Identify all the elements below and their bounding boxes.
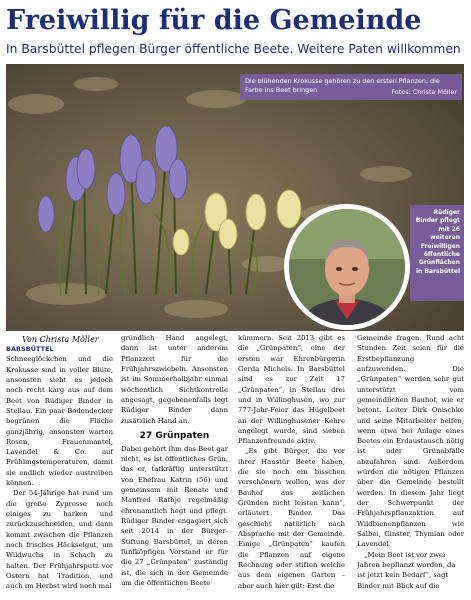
article-column-1 xyxy=(6,344,113,594)
portrait-illustration xyxy=(289,209,405,325)
article-column-2 xyxy=(121,333,228,594)
byline: Von Christa Möller xyxy=(22,335,99,344)
article-paragraph-2: Der 54-Jährige hat rund um die große Zypresse noch einiges zu harken und zurückzuschneiden, und dann kommt zwischen die Pflanzen noch frisches Häckselgut, um Wildwuchs in Schach zu halten. Der Frühjahrsputz vor Ostern hat Tradition, und auch im Herbst wird noch mal xyxy=(6,489,113,591)
photo-caption-text: Die blühenden Krokusse gehören zu den ersten Pflanzen, die Farbe ins Beet bringen xyxy=(245,77,440,94)
subheadline: In Barsbüttel pflegen Bürger öffentliche Beete. Weitere Paten willkommen xyxy=(6,42,461,56)
article-column-4 xyxy=(357,333,464,594)
article-subtitle: 27 Grünpaten xyxy=(139,430,210,441)
photo-caption xyxy=(240,74,462,100)
portrait-caption: Rüdiger Binder pflegt mit 26 weiteren Freiwilligen öffentliche Grünflächen in Barsbüttel xyxy=(410,205,464,301)
article-paragraph-5: „Mein Beet ist vor zwei Jahren bepflanzt worden, da ist jetzt kein Bedarf“, sagt Binder mit Blick auf die xyxy=(357,550,456,590)
article-paragraph-3: Dabei gehört ihm das Beet gar nicht, es ist öffentliches Grün, das er, tatkräftig unterstützt von Ehefrau Katrin (56) und gemeinsam mit Renate und Manfred Rathje regelmäßig ehrenamtlich hegt und pflegt. Rüdiger Binder engagiert sich seit 2014 in der Bürger-Stiftung Barsbüttel, in deren fünfköpfigen Vorstand er für die 27 „Grünpaten“ zuständig ist, die sich in der Gemeinde um die öffentlichen Beete xyxy=(121,444,228,587)
dateline: BARSBÜTTEL xyxy=(6,345,54,353)
portrait-photo xyxy=(284,204,410,330)
article-paragraph-1: BARSBÜTTEL Schneeglöckchen und die Krokusse sind in voller Blüte, ansonsten sieht es jedoch noch recht karg aus auf dem Beet von Rüdiger Binder in Stellau. Ein paar Bodendecker begrünen die Fläche ganzjährig, ansonsten warten Rosen, Frauenmantel, Lavendel & Co. auf Frühlingstemperaturen, damit sie endlich wieder austreiben können. xyxy=(6,345,113,488)
headline: Freiwillig für die Gemeinde xyxy=(6,5,422,36)
article-paragraph-4: „Es gibt Bürger, die vor ihrer Haustür Beete haben, die sie noch ein bisschen verschönern wollen, was der Bauhof aus zeitlichen Gründen nicht leisten kann“, erläutert Binder. Das geschieht natürlich nach Absprache mit der Gemeinde. Einige „Grünpaten“ kaufen die Pflanzen auf eigene Rechnung oder stiften welche aus dem eigenen Garten – aber auch hier gilt: Erst die xyxy=(238,447,345,590)
article-column-3 xyxy=(238,333,345,594)
photo-credit: Fotos: Christa Möller xyxy=(391,88,457,97)
article-paragraph-2: gründlich Hand angelegt, dann ist unter anderem Pflanzzeit für die Frühjahrszwiebeln. Ansonsten ist im Sommerhalbjahr einmal wöchentlich Sichtkontrolle angesagt, gegebenenfalls legt Rüdiger Binder dann zusätzlich Hand an. xyxy=(121,334,228,425)
article-paragraph-3: kümmern. Seit 2013 gibt es die „Grünpaten“, eine der ersten war Ehrenbürgerin Gerda Michels. In Barsbüttel sind es zur Zeit 17 „Grünpaten“, in Stellau drei und in Willinghusen, wo zur 777-Jahr-Feier das Hügelbeet an der Willinghusener Kehre angelegt wurde, sind sieben Pflanzenfreunde aktiv. xyxy=(238,334,345,446)
article-paragraph-4: Gemeinde fragen. Rund acht Stunden Zeit seien für die Erstbepflanzung aufzuwenden. Die „Grünpaten“ werden sehr gut unterstützt vom gemeindlichen Bauhof, wie er betont. Leiter Dirk Onischke und seine Mitarbeiter helfen, wenn etwa bei Anlage eines Beetes ein Erdaustausch nötig ist oder Grünabfälle abzufahren sind. Außerdem würden die nötigen Pflanzen über die Gemeinde bestellt werden. In diesem Jahr liegt der Schwerpunkt der Frühjahrspflanzaktion auf Wildbienenpflanzen wie Salbei, Ginster, Thymian oder Lavendel. xyxy=(357,334,464,549)
